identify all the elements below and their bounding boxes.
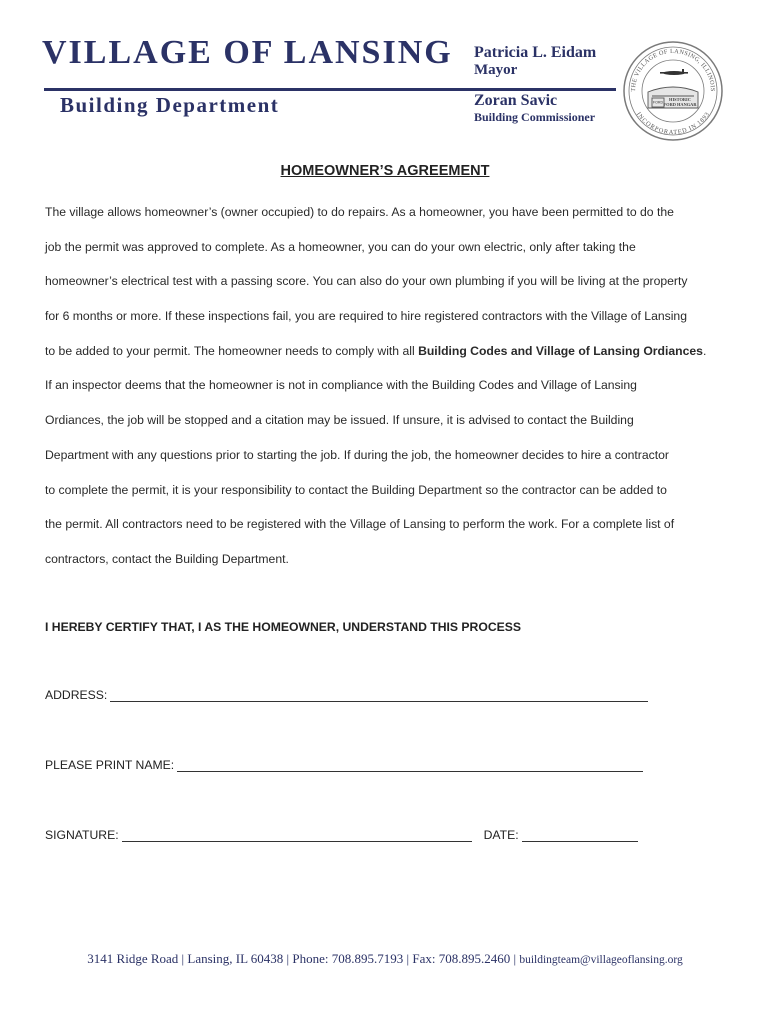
line-text: homeowner’s electrical test with a passing score. You can also do your own plumbing if you will be living at the property	[45, 274, 688, 289]
agreement-paragraph	[45, 202, 735, 584]
codes-emphasis: Building Codes and Village of Lansing Ordiances	[418, 343, 703, 358]
seal-ring-text: THE VILLAGE OF LANSING, ILLINOIS	[629, 47, 717, 92]
header-divider	[44, 88, 616, 91]
line-text: to be added to your permit. The homeowner needs to comply with all	[45, 343, 419, 358]
address-field[interactable]	[110, 689, 648, 702]
mayor-name: Patricia L. Eidam	[474, 44, 597, 61]
document-heading	[0, 163, 770, 179]
paragraph-line	[45, 375, 735, 410]
paragraph-line	[45, 480, 735, 515]
line-text: contractors, contact the Building Department.	[45, 551, 289, 566]
print-name-label: PLEASE PRINT NAME:	[45, 758, 175, 772]
paragraph-line	[45, 341, 735, 376]
commissioner-block	[474, 92, 595, 125]
commissioner-name: Zoran Savic	[474, 92, 558, 109]
paragraph-line	[45, 271, 735, 306]
print-name-field[interactable]	[177, 759, 643, 772]
line-text: The village allows homeowner’s (owner occupied) to do repairs. As a homeowner, you have been permitted to do the	[45, 205, 674, 219]
heading-text: HOMEOWNER’S AGREEMENT	[280, 163, 490, 179]
footer-address: 3141 Ridge Road | Lansing, IL 60438 | Phone: 708.895.7193 | Fax: 708.895.2460 |	[87, 951, 520, 966]
line-text: to complete the permit, it is your responsibility to contact the Building Department so the contractor can be added to	[45, 482, 667, 497]
line-text: If an inspector deems that the homeowner is not in compliance with the Building Codes and Village of Lansing	[45, 378, 637, 393]
seal-center-line1: HISTORIC	[669, 97, 691, 102]
date-label: DATE:	[483, 828, 519, 842]
mayor-title: Mayor	[474, 62, 518, 78]
line-text: Department with any questions prior to starting the job. If during the job, the homeowner decides to hire a contractor	[45, 447, 669, 462]
paragraph-line	[45, 514, 735, 549]
seal-sign-text: FORD	[652, 100, 664, 105]
name-row	[45, 758, 643, 772]
paragraph-line	[45, 202, 735, 237]
address-row	[45, 688, 648, 702]
line-text: the permit. All contractors need to be registered with the Village of Lansing to perform the work. For a complete list of	[45, 517, 675, 532]
signature-field[interactable]	[122, 829, 472, 842]
mayor-block	[474, 44, 596, 79]
village-seal-logo	[622, 40, 724, 142]
seal-center-line2: FORD HANGAR	[663, 102, 697, 107]
paragraph-line	[45, 410, 735, 445]
paragraph-line	[45, 237, 735, 272]
department-title: Building Department	[60, 93, 280, 117]
line-end: .	[702, 343, 707, 358]
signature-label: SIGNATURE:	[45, 828, 119, 842]
commissioner-title: Building Commissioner	[474, 110, 596, 124]
village-title: VILLAGE OF LANSING	[42, 34, 453, 71]
line-text: Ordiances, the job will be stopped and a citation may be issued. If unsure, it is advised to contact the Building	[45, 413, 634, 428]
address-label: ADDRESS:	[45, 688, 108, 702]
paragraph-line	[45, 549, 735, 584]
signature-row	[45, 828, 638, 842]
paragraph-line	[45, 445, 735, 480]
airplane-icon	[660, 69, 688, 75]
line-text: job the permit was approved to complete. As a homeowner, you can do your own electric, only after taking the	[45, 239, 636, 254]
footer-email-link[interactable]: buildingteam@villageoflansing.org	[519, 954, 683, 966]
footer-contact	[0, 951, 770, 967]
seal-ring-bottom-text: INCORPORATED IN 1893	[634, 110, 712, 137]
certification-statement: I HEREBY CERTIFY THAT, I AS THE HOMEOWNER, UNDERSTAND THIS PROCESS	[45, 620, 522, 634]
paragraph-line	[45, 306, 735, 341]
date-field[interactable]	[522, 829, 638, 842]
line-text: for 6 months or more. If these inspections fail, you are required to hire registered contractors with the Village of Lansing	[45, 309, 687, 324]
